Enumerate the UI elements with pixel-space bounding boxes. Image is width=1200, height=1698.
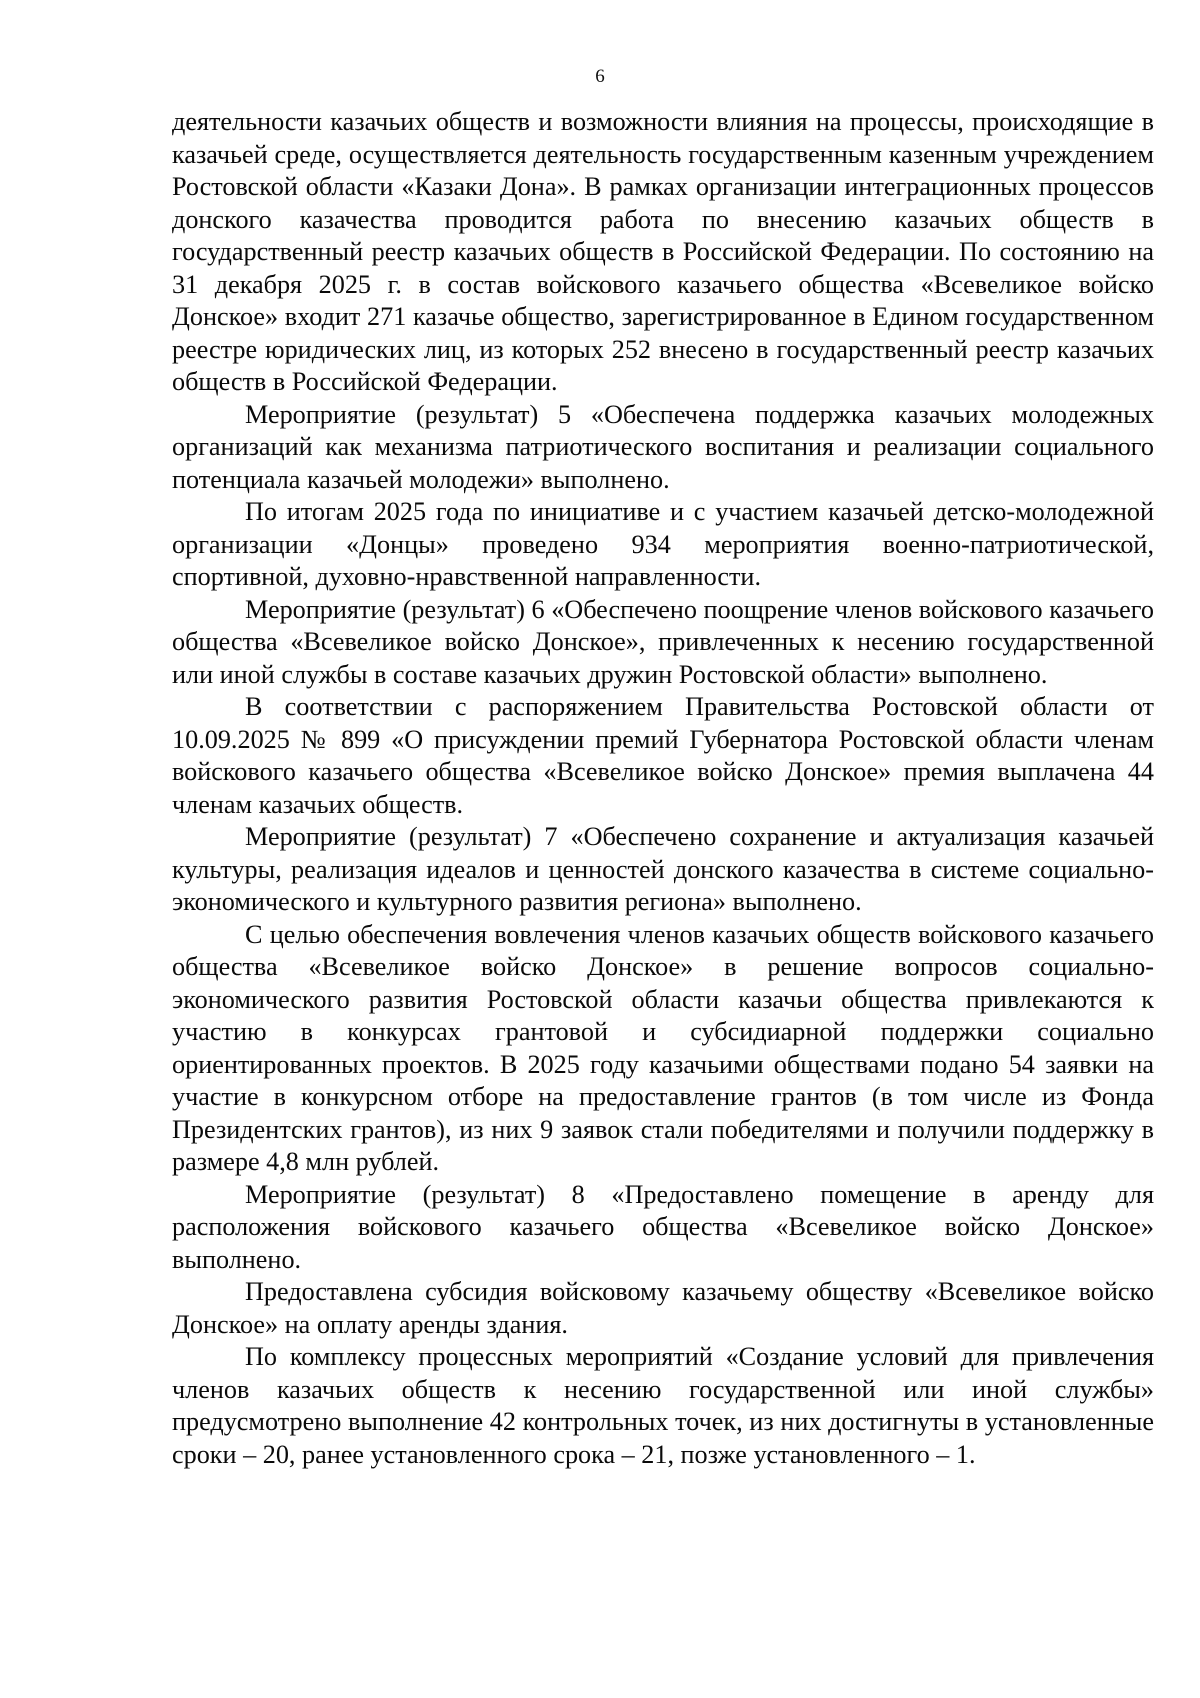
paragraph-dontsy-events: По итогам 2025 года по инициативе и с участием казачьей детско-молодежной организации «Донцы» проведено 934 мероприятия военно-патриотической, спортивной, духовно-нравственной направленности. [172, 497, 1154, 591]
paragraph-control-points: По комплексу процессных мероприятий «Создание условий для привлечения членов казачьих обществ к несению государственной или иной службы» предусмотрено выполнение 42 контрольных точек, из них достигнуты в установленные сроки – 20, ранее установленного срока – 21, позже установленного – 1. [172, 1342, 1154, 1469]
page-number: 6 [595, 66, 605, 87]
paragraph-measure-7: Мероприятие (результат) 7 «Обеспечено сохранение и актуализация казачьей культуры, реализация идеалов и ценностей донского казачества в системе социально-экономического и культурного развития региона» выполнено. [172, 822, 1154, 916]
paragraph-grants: С целью обеспечения вовлечения членов казачьих обществ войскового казачьего общества «Всевеликое войско Донское» в решение вопросов социально-экономического развития Ростовской области казачьи общества привлекаются к участию в конкурсах грантовой и субсидиарной поддержки социально ориентированных проектов. В 2025 году казачьими обществами подано 54 заявки на участие в конкурсном отборе на предоставление грантов (в том числе из Фонда Президентских грантов), из них 9 заявок стали победителями и получили поддержку в размере 4,8 млн рублей. [172, 919, 1154, 1176]
paragraph-governor-awards: В соответствии с распоряжением Правительства Ростовской области от 10.09.2025 № 899 «О присуждении премий Губернатора Ростовской области членам войскового казачьего общества «Всевеликое войско Донское» премия выплачена 44 членам казачьих обществ. [172, 692, 1154, 819]
document-body [172, 106, 1154, 1471]
paragraph-cossack-registry: деятельности казачьих обществ и возможности влияния на процессы, происходящие в казачьей среде, осуществляется деятельность государственным казенным учреждением Ростовской области «Казаки Дона». В рамках организации интеграционных процессов донского казачества проводится работа по внесению казачьих обществ в государственный реестр казачьих обществ в Российской Федерации. По состоянию на 31 декабря 2025 г. в состав войскового казачьего общества «Всевеликое войско Донское» входит 271 казачье общество, зарегистрированное в Едином государственном реестре юридических лиц, из которых 252 внесено в государственный реестр казачьих обществ в Российской Федерации. [172, 107, 1154, 396]
paragraph-rent-subsidy: Предоставлена субсидия войсковому казачьему обществу «Всевеликое войско Донское» на оплату аренды здания. [172, 1277, 1154, 1339]
paragraph-measure-8: Мероприятие (результат) 8 «Предоставлено помещение в аренду для расположения войскового казачьего общества «Всевеликое войско Донское» выполнено. [172, 1179, 1154, 1274]
paragraph-measure-5: Мероприятие (результат) 5 «Обеспечена поддержка казачьих молодежных организаций как механизма патриотического воспитания и реализации социального потенциала казачьей молодежи» выполнено. [172, 399, 1154, 494]
paragraph-measure-6: Мероприятие (результат) 6 «Обеспечено поощрение членов войскового казачьего общества «Всевеликое войско Донское», привлеченных к несению государственной или иной службы в составе казачьих дружин Ростовской области» выполнено. [172, 594, 1154, 689]
